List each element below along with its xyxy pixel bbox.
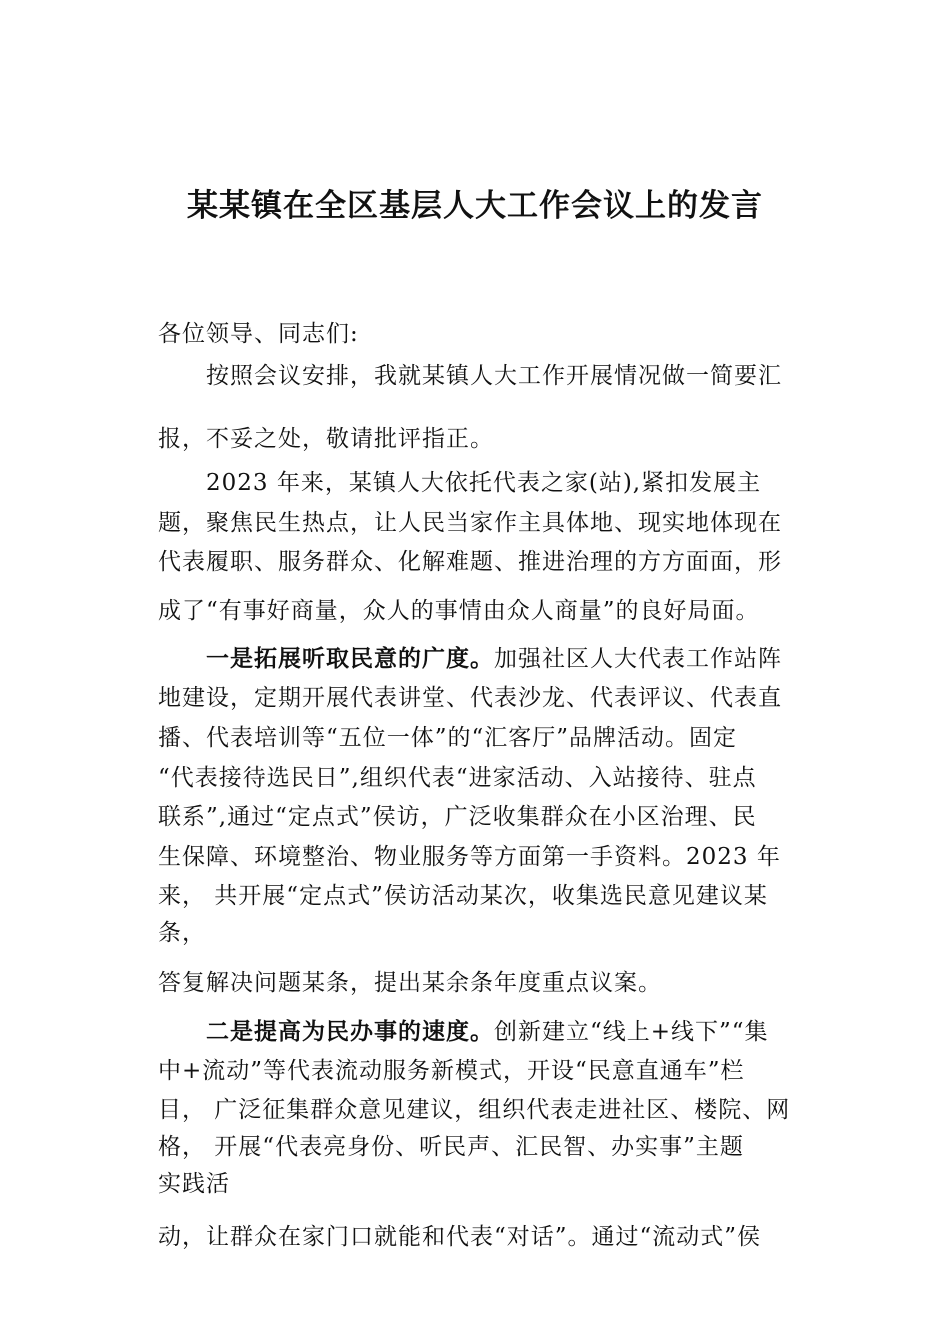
paragraph-line: 答复解决问题某条，提出某余条年度重点议案。	[158, 970, 662, 996]
paragraph-line: 代表履职、服务群众、化解难题、推进治理的方方面面，形	[158, 549, 782, 575]
section-heading: 二是提高为民办事的速度。	[206, 1018, 494, 1045]
paragraph-line: 播、代表培训等“五位一体”的“汇客厅”品牌活动。固定	[158, 725, 738, 751]
paragraph-line: 地建设，定期开展代表讲堂、代表沙龙、代表评议、代表直	[158, 685, 782, 711]
paragraph-line: 生保障、环境整治、物业服务等方面第一手资料。2023 年	[158, 844, 781, 870]
paragraph-line	[206, 642, 782, 676]
paragraph-line: 题，聚焦民生热点，让人民当家作主具体地、现实地体现在	[158, 510, 782, 536]
paragraph-line	[206, 1015, 769, 1049]
paragraph-line: 联系”,通过“定点式”侯访，广泛收集群众在小区治理、民	[158, 804, 757, 830]
paragraph-line: 动，让群众在家门口就能和代表“对话”。通过“流动式”侯	[158, 1224, 762, 1250]
salutation-line: 各位领导、同志们:	[158, 321, 359, 347]
paragraph-line: 报，不妥之处，敬请批评指正。	[158, 426, 494, 452]
paragraph-line: 来， 共开展“定点式”侯访活动某次，收集选民意见建议某	[158, 883, 768, 909]
paragraph-line: 目， 广泛征集群众意见建议，组织代表走进社区、楼院、网	[158, 1097, 791, 1123]
paragraph-line: 条，	[158, 920, 206, 946]
section-heading: 一是拓展听取民意的广度。	[206, 645, 494, 672]
paragraph-line: “代表接待选民日”,组织代表“进家活动、入站接待、驻点	[158, 765, 757, 791]
page-title: 某某镇在全区基层人大工作会议上的发言	[187, 188, 763, 224]
paragraph-line: 2023 年来，某镇人大依托代表之家(站),紧扣发展主	[206, 470, 762, 496]
paragraph-text: 创新建立“线上+线下”“集	[494, 1019, 769, 1045]
paragraph-line: 中+流动”等代表流动服务新模式，开设“民意直通车”栏	[158, 1058, 745, 1084]
paragraph-line: 格， 开展“代表亮身份、听民声、汇民智、办实事”主题	[158, 1134, 744, 1160]
paragraph-line: 成了“有事好商量，众人的事情由众人商量”的良好局面。	[158, 598, 760, 624]
paragraph-line: 按照会议安排，我就某镇人大工作开展情况做一简要汇	[206, 363, 782, 389]
paragraph-text: 加强社区人大代表工作站阵	[494, 646, 782, 672]
paragraph-line: 实践活	[158, 1171, 230, 1197]
